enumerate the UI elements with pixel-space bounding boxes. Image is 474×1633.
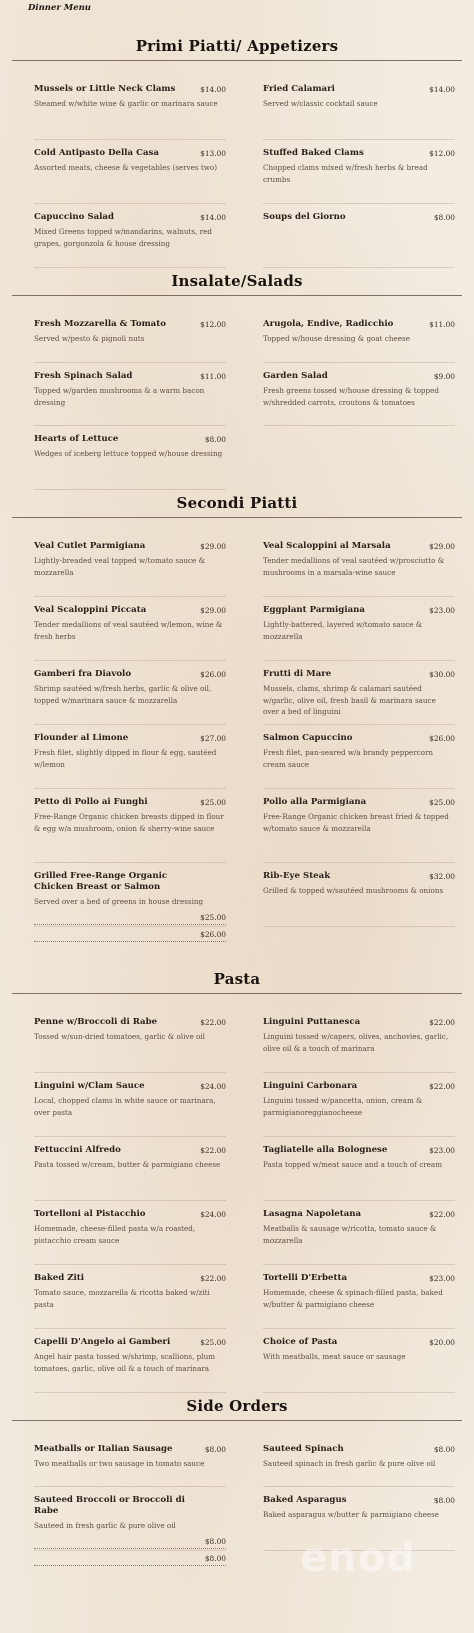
menu-item-description: Grilled & topped w/sautéed mushrooms & onions: [263, 886, 444, 895]
menu-item-description: Free-Range Organic chicken breast fried & topped w/tomato sauce & mozzarella: [263, 812, 449, 833]
item-divider: [34, 660, 226, 661]
item-divider: [34, 139, 226, 140]
menu-item-price: $11.00: [429, 320, 455, 329]
menu-item-name: Tortelli D'Erbetta: [263, 1273, 348, 1283]
menu-item-description: Served over a bed of greens in house dressing: [34, 897, 204, 906]
menu-item: [263, 871, 455, 897]
menu-item-name: Fried Calamari: [263, 84, 335, 94]
menu-item-description: Fresh filet, slightly dipped in flour & egg, sautéed w/lemon: [34, 748, 217, 769]
menu-item-description: Topped w/garden mushrooms & a warm bacon dressing: [34, 386, 205, 407]
item-divider: [34, 267, 226, 268]
menu-item-name: Fettuccini Alfredo: [34, 1145, 121, 1155]
menu-item-name: Veal Scaloppini al Marsala: [263, 541, 391, 551]
item-divider: [263, 1072, 455, 1073]
menu-item-description: Fresh greens tossed w/house dressing & topped w/shredded carrots, croutons & tomatoes: [263, 386, 439, 407]
menu-item-name: Meatballs or Italian Sausage: [34, 1444, 173, 1454]
menu-item-name: Lasagna Napoletana: [263, 1209, 362, 1219]
menu-item-name: Sauteed Spinach: [263, 1444, 344, 1454]
menu-item: [263, 1209, 455, 1246]
item-divider: [263, 596, 455, 597]
menu-item-name: Frutti di Mare: [263, 669, 332, 679]
menu-item-name: Soups del Giorno: [263, 212, 346, 222]
menu-item-price: $29.00: [200, 542, 226, 551]
menu-item-price: $22.00: [429, 1210, 455, 1219]
menu-item-name: Sauteed Broccoli or Broccoli di Rabe: [34, 1495, 185, 1516]
menu-item: [34, 669, 226, 706]
menu-item: [34, 733, 226, 770]
item-divider: [34, 425, 226, 426]
menu-item-description: Wedges of iceberg lettuce topped w/house dressing: [34, 449, 223, 458]
menu-item-name: Hearts of Lettuce: [34, 434, 119, 444]
menu-item-price: $11.00: [200, 372, 226, 381]
section-divider: [12, 993, 462, 994]
menu-item-price: $23.00: [429, 1146, 455, 1155]
menu-item-price: $23.00: [429, 606, 455, 615]
menu-item-description: Tender medallions of veal sautéed w/lemon, wine & fresh herbs: [34, 620, 223, 641]
menu-item-name: Penne w/Broccoli di Rabe: [34, 1017, 158, 1027]
menu-item: [263, 1495, 455, 1521]
menu-item: [263, 319, 455, 345]
menu-item: [34, 1495, 226, 1532]
menu-item: [263, 1017, 455, 1054]
menu-item-name: Linguini Puttanesca: [263, 1017, 361, 1027]
menu-item: [263, 1444, 455, 1470]
menu-item-price: $29.00: [429, 542, 455, 551]
menu-item-name: Arugola, Endive, Radicchio: [263, 319, 394, 329]
item-divider: [34, 203, 226, 204]
menu-item-description: Lightly-breaded veal topped w/tomato sauce & mozzarella: [34, 556, 205, 577]
price-option: $26.00: [200, 930, 226, 939]
menu-item: [263, 84, 455, 110]
menu-item-name: Fresh Mozzarella & Tomato: [34, 319, 166, 329]
price-option: $25.00: [200, 913, 226, 922]
section-divider: [12, 295, 462, 296]
menu-item-price: $9.00: [433, 372, 455, 381]
menu-item-price: $22.00: [429, 1018, 455, 1027]
menu-item-name: Tagliatelle alla Bolognese: [263, 1145, 388, 1155]
menu-item-price: $22.00: [200, 1146, 226, 1155]
menu-item-price: $25.00: [200, 1338, 226, 1347]
price-option-line: [34, 915, 226, 925]
menu-item: [263, 733, 455, 770]
item-divider: [263, 139, 455, 140]
menu-item-description: Two meatballs or two sausage in tomato sauce: [34, 1459, 205, 1468]
menu-item-price: $22.00: [200, 1274, 226, 1283]
menu-item-name: Eggplant Parmigiana: [263, 605, 365, 615]
menu-item-description: Steamed w/white wine & garlic or marinara sauce: [34, 99, 218, 108]
menu-item: [34, 84, 226, 110]
menu-item-price: $25.00: [429, 798, 455, 807]
item-divider: [263, 362, 455, 363]
menu-item: [263, 541, 455, 578]
menu-item-name: Cold Antipasto Della Casa: [34, 148, 159, 158]
menu-item-name: Capuccino Salad: [34, 212, 114, 222]
menu-item-price: $29.00: [200, 606, 226, 615]
item-divider: [34, 724, 226, 725]
menu-item-description: Sauteed spinach in fresh garlic & pure olive oil: [263, 1459, 436, 1468]
menu-item-price: $13.00: [200, 149, 226, 158]
menu-item: [263, 1337, 455, 1363]
item-divider: [34, 1136, 226, 1137]
section-divider: [12, 517, 462, 518]
menu-item-name: Linguini Carbonara: [263, 1081, 358, 1091]
menu-item-description: Fresh filet, pan-seared w/a brandy peppercorn cream sauce: [263, 748, 434, 769]
price-option: $8.00: [204, 1554, 226, 1563]
menu-item-price: $27.00: [200, 734, 226, 743]
section-title: Side Orders: [186, 1397, 288, 1415]
menu-item-price: $26.00: [200, 670, 226, 679]
menu-item-name: Garden Salad: [263, 371, 328, 381]
menu-item: [34, 871, 226, 908]
item-divider: [263, 862, 455, 863]
price-option-line: [34, 1539, 226, 1549]
menu-item-price: $8.00: [204, 1445, 226, 1454]
item-divider: [34, 1200, 226, 1201]
menu-item-description: Linguini tossed w/pancetta, onion, cream & parmigianoreggianocheese: [263, 1096, 423, 1117]
menu-item-name: Fresh Spinach Salad: [34, 371, 133, 381]
menu-item: [263, 1145, 455, 1171]
watermark: enod: [300, 1535, 416, 1581]
item-divider: [34, 926, 226, 927]
menu-item-price: $25.00: [200, 798, 226, 807]
menu-item-name: Veal Scaloppini Piccata: [34, 605, 147, 615]
menu-item-price: $8.00: [433, 1496, 455, 1505]
item-divider: [263, 1136, 455, 1137]
menu-item-price: $32.00: [429, 872, 455, 881]
section-title: Pasta: [213, 970, 261, 988]
section-divider: [12, 60, 462, 61]
section-title: Insalate/Salads: [171, 272, 303, 290]
menu-item-name: Tortelloni al Pistacchio: [34, 1209, 146, 1219]
menu-item: [263, 605, 455, 642]
item-divider: [263, 724, 455, 725]
item-divider: [34, 788, 226, 789]
menu-item: [263, 371, 455, 408]
menu-item-name: Grilled Free-Range Organic Chicken Breast or Salmon: [34, 871, 168, 892]
menu-item-price: $26.00: [429, 734, 455, 743]
item-divider: [34, 1550, 226, 1551]
menu-item-price: $24.00: [200, 1082, 226, 1091]
menu-item-description: Shrimp sautéed w/fresh herbs, garlic & olive oil, topped w/marinara sauce & mozzarella: [34, 684, 212, 705]
menu-item: [34, 434, 226, 460]
item-divider: [263, 660, 455, 661]
menu-item-description: Local, chopped clams in white sauce or marinara, over pasta: [34, 1096, 216, 1117]
menu-item-name: Linguini w/Clam Sauce: [34, 1081, 145, 1091]
menu-item-price: $14.00: [200, 85, 226, 94]
item-divider: [34, 1328, 226, 1329]
menu-item-name: Flounder al Limone: [34, 733, 129, 743]
menu-item: [263, 212, 455, 223]
item-divider: [34, 1264, 226, 1265]
item-divider: [263, 788, 455, 789]
menu-item: [34, 1081, 226, 1118]
item-divider: [34, 1072, 226, 1073]
menu-item: [263, 1273, 455, 1310]
menu-item-description: Free-Range Organic chicken breasts dipped in flour & egg w/a mushroom, onion & sherry-wine sauce: [34, 812, 224, 833]
menu-item: [263, 669, 455, 718]
menu-item-description: Linguini tossed w/capers, olives, anchovies, garlic, olive oil & a touch of marinara: [263, 1032, 449, 1053]
menu-item: [34, 212, 226, 249]
menu-item-description: With meatballs, meat sauce or sausage: [263, 1352, 406, 1361]
section-divider: [12, 1420, 462, 1421]
menu-item-description: Homemade, cheese & spinach-filled pasta, baked w/butter & parmigiano cheese: [263, 1288, 443, 1309]
menu-item: [34, 148, 226, 174]
menu-item-price: $30.00: [429, 670, 455, 679]
menu-item-description: Served w/pesto & pignoli nuts: [34, 334, 145, 343]
item-divider: [34, 489, 226, 490]
menu-item: [263, 1081, 455, 1118]
menu-item-name: Gamberi fra Diavolo: [34, 669, 132, 679]
menu-item-price: $12.00: [429, 149, 455, 158]
menu-item: [34, 371, 226, 408]
item-divider: [34, 1392, 226, 1393]
menu-item-price: $20.00: [429, 1338, 455, 1347]
menu-item: [34, 1209, 226, 1246]
item-divider: [263, 1392, 455, 1393]
menu-item-description: Topped w/house dressing & goat cheese: [263, 334, 410, 343]
menu-item-name: Pollo alla Parmigiana: [263, 797, 367, 807]
price-option-line: [34, 932, 226, 942]
menu-item: [34, 1444, 226, 1470]
item-divider: [263, 267, 455, 268]
menu-item: [34, 1017, 226, 1043]
menu-item-name: Stuffed Baked Clams: [263, 148, 364, 158]
menu-item-name: Baked Ziti: [34, 1273, 85, 1283]
menu-item-name: Salmon Capuccino: [263, 733, 353, 743]
menu-item-description: Mixed Greens topped w/mandarins, walnuts, red grapes, gorgonzola & house dressing: [34, 227, 212, 248]
item-divider: [263, 1328, 455, 1329]
menu-item-name: Baked Asparagus: [263, 1495, 347, 1505]
item-divider: [34, 596, 226, 597]
menu-item-description: Pasta topped w/meat sauce and a touch of cream: [263, 1160, 443, 1169]
menu-item: [263, 148, 455, 185]
menu-item-description: Baked asparagus w/butter & parmigiano cheese: [263, 1510, 440, 1519]
menu-item: [34, 319, 226, 345]
menu-item-price: $23.00: [429, 1274, 455, 1283]
item-divider: [263, 425, 455, 426]
item-divider: [263, 926, 455, 927]
menu-item-description: Chopped clams mixed w/fresh herbs & bread crumbs: [263, 163, 428, 184]
section-title: Primi Piatti/ Appetizers: [135, 37, 339, 55]
price-option: $8.00: [204, 1537, 226, 1546]
menu-item-name: Veal Cutlet Parmigiana: [34, 541, 146, 551]
item-divider: [263, 203, 455, 204]
menu-item-name: Mussels or Little Neck Clams: [34, 84, 176, 94]
menu-item-description: Pasta tossed w/cream, butter & parmigiano cheese: [34, 1160, 221, 1169]
menu-item-name: Rib-Eye Steak: [263, 871, 331, 881]
menu-item-price: $22.00: [429, 1082, 455, 1091]
menu-item: [34, 1145, 226, 1171]
menu-header-label: Dinner Menu: [28, 3, 91, 13]
item-divider: [263, 1264, 455, 1265]
section-title: Secondi Piatti: [176, 494, 298, 512]
menu-item-description: Assorted meats, cheese & vegetables (serves two): [34, 163, 218, 172]
menu-item-price: $14.00: [429, 85, 455, 94]
menu-item-description: Mussels, clams, shrimp & calamari sautéed w/garlic, olive oil, fresh basil & marinara sauce over a bed of linguini: [263, 684, 436, 716]
menu-item-price: $14.00: [200, 213, 226, 222]
menu-item: [34, 541, 226, 578]
item-divider: [34, 862, 226, 863]
menu-item: [34, 797, 226, 834]
menu-item-description: Tender medallions of veal sautéed w/prosciutto & mushrooms in a marsala-wine sauce: [263, 556, 445, 577]
menu-item-description: Sauteed in fresh garlic & pure olive oil: [34, 1521, 176, 1530]
item-divider: [263, 1200, 455, 1201]
menu-item: [34, 1273, 226, 1310]
price-option-line: [34, 1556, 226, 1566]
menu-item-price: $22.00: [200, 1018, 226, 1027]
menu-item: [34, 605, 226, 642]
menu-item: [34, 1337, 226, 1374]
menu-item-description: Lightly-battered, layered w/tomato sauce & mozzarella: [263, 620, 423, 641]
menu-item-price: $8.00: [433, 213, 455, 222]
menu-item-name: Capelli D'Angelo ai Gamberi: [34, 1337, 171, 1347]
menu-item-description: Homemade, cheese-filled pasta w/a roasted, pistacchio cream sauce: [34, 1224, 196, 1245]
menu-item-price: $8.00: [433, 1445, 455, 1454]
menu-item-name: Petto di Pollo ai Funghi: [34, 797, 148, 807]
menu-item-description: Tossed w/sun-dried tomatoes, garlic & olive oil: [34, 1032, 205, 1041]
item-divider: [34, 1486, 226, 1487]
item-divider: [34, 362, 226, 363]
menu-item-description: Served w/classic cocktail sauce: [263, 99, 378, 108]
menu-item-price: $8.00: [204, 435, 226, 444]
menu-item: [263, 797, 455, 834]
menu-item-description: Meatballs & sausage w/ricotta, tomato sauce & mozzarella: [263, 1224, 437, 1245]
menu-item-price: $24.00: [200, 1210, 226, 1219]
menu-item-description: Tomato sauce, mozzarella & ricotta baked w/ziti pasta: [34, 1288, 210, 1309]
menu-item-name: Choice of Pasta: [263, 1337, 338, 1347]
item-divider: [263, 1486, 455, 1487]
menu-item-price: $12.00: [200, 320, 226, 329]
menu-item-description: Angel hair pasta tossed w/shrimp, scallions, plum tomatoes, garlic, olive oil & a touch of marinara: [34, 1352, 216, 1373]
